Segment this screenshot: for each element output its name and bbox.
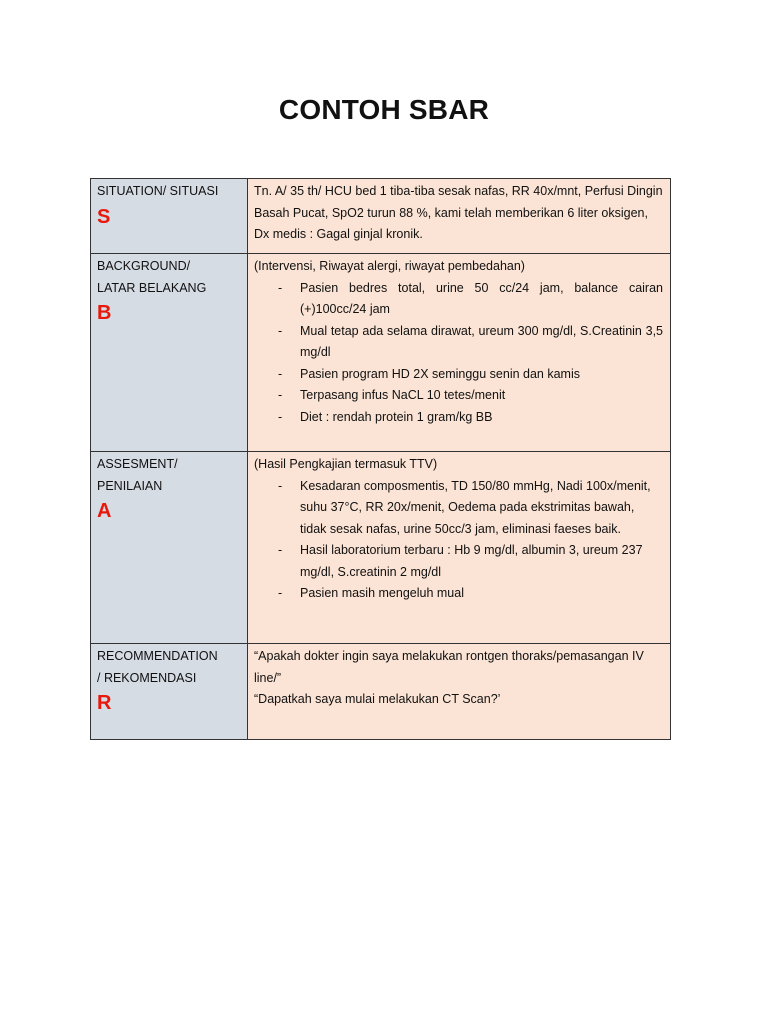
row-label: RECOMMENDATION / REKOMENDASI: [97, 649, 218, 685]
list-item: - Pasien program HD 2X seminggu senin dan kamis: [254, 364, 663, 386]
row-intro: Tn. A/ 35 th/ HCU bed 1 tiba-tiba sesak nafas, RR 40x/mnt, Perfusi Dingin Basah Pucat, SpO2 turun 88 %, kami telah memberikan 6 liter oksigen, Dx medis : Gagal ginjal kronik.: [254, 184, 663, 241]
row-intro: (Hasil Pengkajian termasuk TTV): [254, 457, 438, 471]
row-label: ASSESMENT/ PENILAIAN: [97, 457, 178, 493]
row-label: BACKGROUND/ LATAR BELAKANG: [97, 259, 207, 295]
list-item: - Diet : rendah protein 1 gram/kg BB: [254, 407, 663, 429]
dash-list: [254, 476, 663, 605]
sbar-row-recommendation: [91, 644, 671, 740]
row-intro: “Apakah dokter ingin saya melakukan rontgen thoraks/pemasangan IV line/” “Dapatkah saya mulai melakukan CT Scan?’: [254, 649, 644, 706]
row-letter: R: [97, 692, 112, 714]
dash-list: [254, 278, 663, 429]
row-content-cell: [248, 179, 671, 254]
list-item: - Mual tetap ada selama dirawat, ureum 300 mg/dl, S.Creatinin 3,5 mg/dl: [254, 321, 663, 364]
list-item: - Pasien bedres total, urine 50 cc/24 jam, balance cairan (+)100cc/24 jam: [254, 278, 663, 321]
sbar-row-background: [91, 254, 671, 452]
row-label-cell: [91, 452, 248, 644]
row-content-cell: [248, 452, 671, 644]
row-content-cell: [248, 254, 671, 452]
row-content-cell: [248, 644, 671, 740]
row-letter: A: [97, 500, 112, 522]
row-intro: (Intervensi, Riwayat alergi, riwayat pembedahan): [254, 259, 525, 273]
sbar-table: [90, 178, 671, 740]
list-item: - Terpasang infus NaCL 10 tetes/menit: [254, 385, 663, 407]
row-label-cell: [91, 644, 248, 740]
sbar-row-situation: [91, 179, 671, 254]
row-letter: B: [97, 302, 112, 324]
sbar-row-assessment: [91, 452, 671, 644]
list-item: - Kesadaran composmentis, TD 150/80 mmHg, Nadi 100x/menit, suhu 37°C, RR 20x/menit, Oedema pada ekstrimitas bawah, tidak sesak nafas, urine 50cc/3 jam, eliminasi faeses baik.: [254, 476, 663, 541]
row-label: SITUATION/ SITUASI: [97, 184, 219, 198]
row-letter: S: [97, 205, 111, 228]
list-item: - Pasien masih mengeluh mual: [254, 583, 663, 605]
list-item: - Hasil laboratorium terbaru : Hb 9 mg/dl, albumin 3, ureum 237 mg/dl, S.creatinin 2 mg/dl: [254, 540, 663, 583]
row-label-cell: [91, 179, 248, 254]
page-title: CONTOH SBAR: [278, 94, 490, 125]
row-label-cell: [91, 254, 248, 452]
